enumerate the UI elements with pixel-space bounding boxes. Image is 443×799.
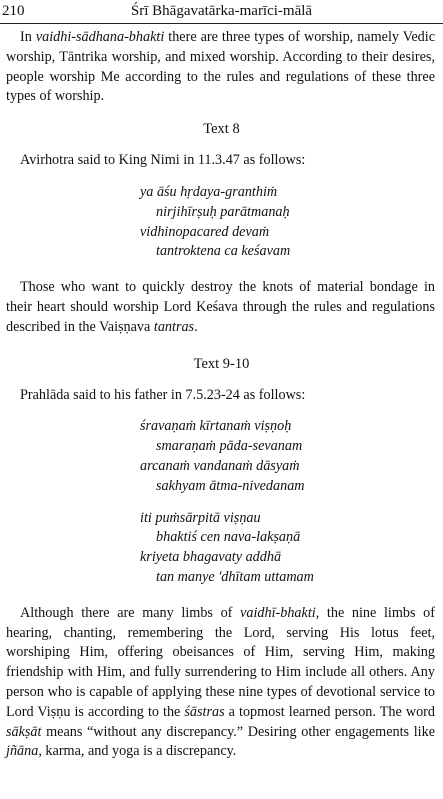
intro-paragraph: In vaidhi-sādhana-bhakti there are three types of worship, namely Vedic worship, Tāntrika worship, and mixed worship. According to their desires, people worship Me according to the rules and regulations of these three types of worship. bbox=[6, 29, 436, 105]
running-title: Śrī Bhāgavatārka-marīci-mālā bbox=[130, 3, 313, 19]
text-9-10-translation: Although there are many limbs of vaidhī-bhakti, the nine limbs of hearing, chanting, remembering the Lord, serving His lotus feet, worshiping Him, offering obeisances of Him, serving Him, making friendship with Him, and fully surrendering to Him include all others. Any person who is capable of applying these nine types of devotional service to Lord Viṣṇu is according to the śāstras a topmost learned person. The word sākṣāt means “without any discrepancy.” Desiring other engagements like jñāna, karma, and yoga is a discrepancy. bbox=[6, 604, 435, 760]
verse-line: tan manye 'dhītam uttamam bbox=[156, 568, 314, 585]
text-9-10-intro: Prahlāda said to his father in 7.5.23-24 as follows: bbox=[20, 386, 306, 403]
text-9-10-heading: Text 9-10 bbox=[193, 355, 250, 372]
verse-line: tantroktena ca keśavam bbox=[156, 243, 291, 260]
verse-line: arcanaṁ vandanaṁ dāsyaṁ bbox=[140, 457, 300, 474]
page-body bbox=[0, 28, 443, 762]
verse-line: vidhinopacared devaṁ bbox=[140, 223, 270, 240]
text-8-verse bbox=[0, 183, 443, 262]
verse-line: kriyeta bhagavaty addhā bbox=[140, 549, 282, 566]
verse-line: bhaktiś cen nava-lakṣaṇā bbox=[156, 529, 301, 546]
text-8-heading: Text 8 bbox=[203, 121, 240, 138]
text-9-verse bbox=[0, 417, 443, 496]
verse-line: sakhyam ātma-nivedanam bbox=[156, 477, 305, 494]
header-rule bbox=[0, 23, 443, 24]
page-number: 210 bbox=[2, 3, 25, 19]
text-8-translation: Those who want to quickly destroy the knots of material bondage in their heart should worship Lord Keśava through the rules and regulations described in the Vaiṣṇava tantras. bbox=[6, 279, 435, 335]
page-header bbox=[0, 0, 443, 22]
verse-line: smaraṇaṁ pāda-sevanam bbox=[156, 438, 303, 455]
text-8-intro: Avirhotra said to King Nimi in 11.3.47 as follows: bbox=[20, 152, 306, 169]
verse-line: nirjihīrṣuḥ parātmanaḥ bbox=[156, 203, 290, 220]
text-10-verse bbox=[0, 509, 443, 588]
verse-line: ya āśu hṛdaya-granthiṁ bbox=[140, 183, 278, 200]
verse-line: śravaṇaṁ kīrtanaṁ viṣṇoḥ bbox=[140, 418, 292, 435]
verse-line: iti puṁsārpitā viṣṇau bbox=[140, 509, 261, 526]
